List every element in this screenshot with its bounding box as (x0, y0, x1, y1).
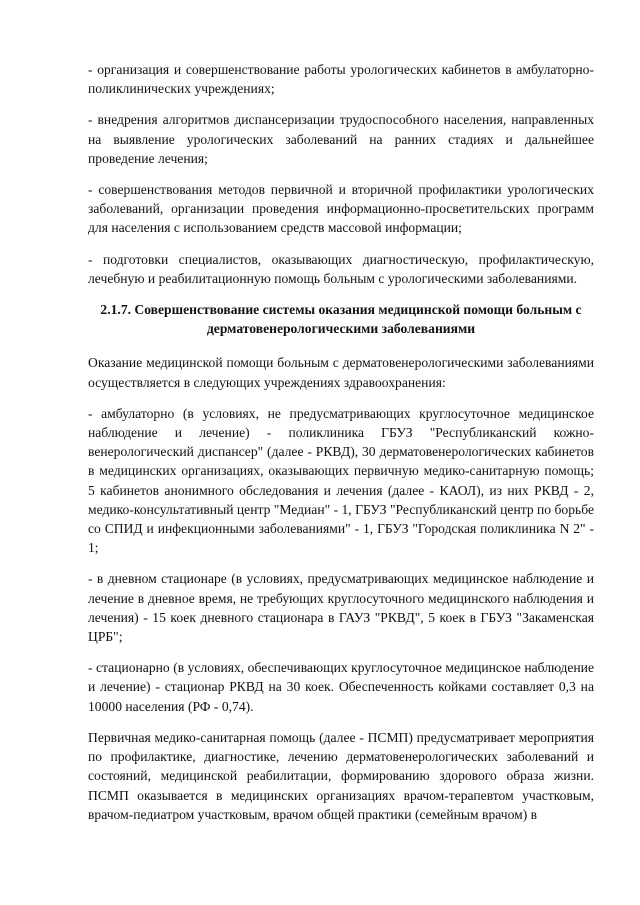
list-item-urology-offices: - организация и совершенствование работы урологических кабинетов в амбулаторно-поликлинических учреждениях; (88, 62, 594, 97)
list-item-prevention-methods: - совершенствования методов первичной и вторичной профилактики урологических заболеваний, организации проведения информационно-просветительских программ для населения с использованием средств массовой информации; (88, 182, 594, 236)
primary-care-paragraph: Первичная медико-санитарная помощь (далее - ПСМП) предусматривает мероприятия по профилактике, диагностике, лечению дерматовенерологических заболеваний и состояний, медицинской реабилитации, формированию здорового образа жизни. ПСМП оказывается в медицинских организациях врачом-терапевтом участковым, врачом-педиатром участковым, врачом общей практики (семейным врачом) в (88, 729, 594, 822)
list-item-inpatient: - стационарно (в условиях, обеспечивающих круглосуточное медицинское наблюдение и лечение) - стационар РКВД на 30 коек. Обеспеченность койками составляет 0,3 на 10000 населения (РФ - 0,74). (88, 660, 594, 714)
list-item-day-hospital: - в дневном стационаре (в условиях, предусматривающих медицинское наблюдение и лечение в дневное время, не требующих круглосуточного медицинского наблюдения и лечения) - 15 коек дневного стационара в ГАУЗ "РКВД", 5 коек в ГБУЗ "Закаменская ЦРБ"; (88, 571, 594, 645)
section-heading: 2.1.7. Совершенствование системы оказания медицинской помощи больным с дерматовенерологическими заболеваниями (100, 302, 582, 337)
list-item-specialist-training: - подготовки специалистов, оказывающих диагностическую, профилактическую, лечебную и реабилитационную помощь больным с урологическими заболеваниями. (88, 251, 594, 286)
intro-paragraph: Оказание медицинской помощи больным с дерматовенерологическими заболеваниями осуществляется в следующих учреждениях здравоохранения: (88, 355, 594, 390)
list-item-outpatient: - амбулаторно (в условиях, не предусматривающих круглосуточное медицинское наблюдение и лечение) - поликлиника ГБУЗ "Республиканский кожно-венерологический диспансер" (далее - РКВД), 30 дерматовенерологических кабинетов в медицинских организациях, оказывающих первичную медико-санитарную помощь; 5 кабинетов анонимного обследования и лечения (далее - КАОЛ), из них РКВД - 2, медико-консультативный центр "Медиан" - 1, ГБУЗ "Республиканский центр по борьбе со СПИД и инфекционными заболеваниями" - 1, ГБУЗ "Городская поликлиника N 2" - 1; (88, 405, 594, 556)
list-item-screening-algorithms: - внедрения алгоритмов диспансеризации трудоспособного населения, направленных на выявление урологических заболеваний на ранних стадиях и дальнейшее проведение лечения; (88, 112, 594, 166)
